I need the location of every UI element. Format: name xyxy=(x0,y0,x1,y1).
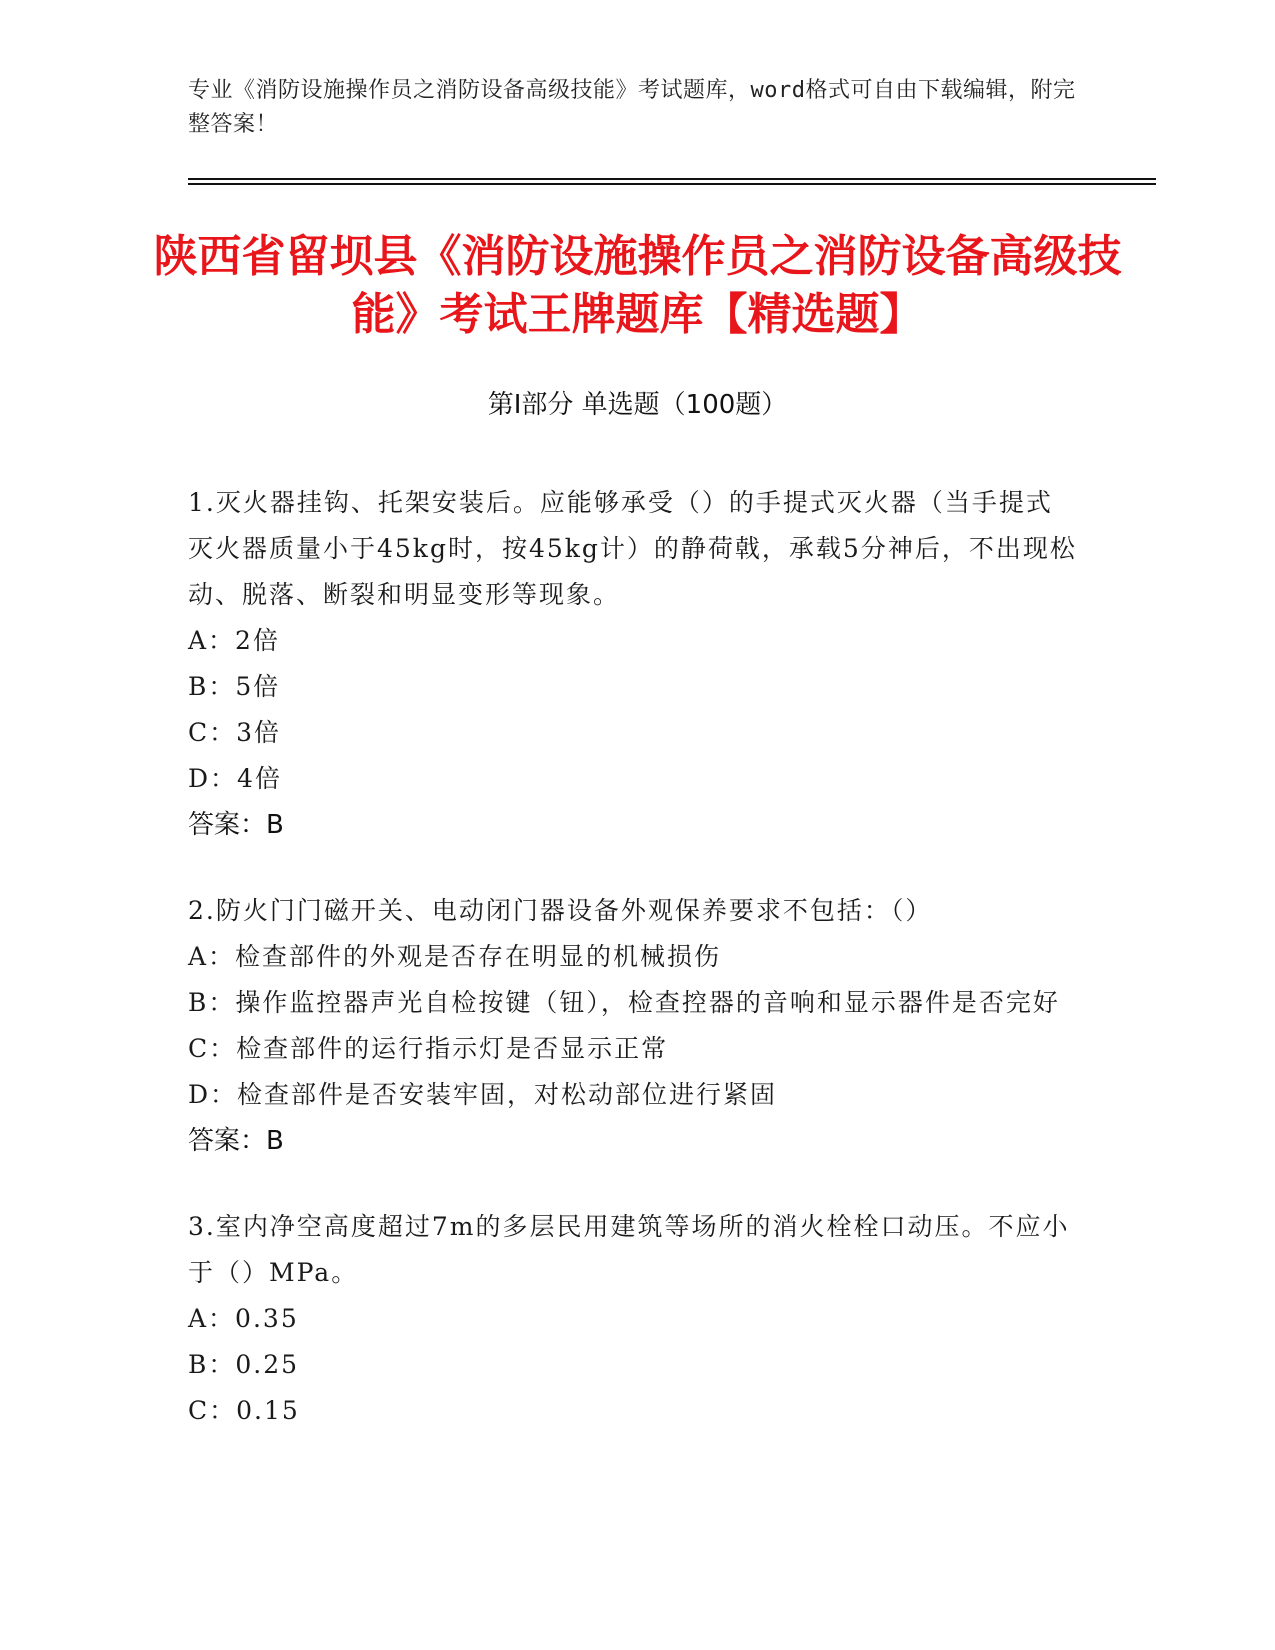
option-d: D：4倍 xyxy=(188,764,282,793)
answer: 答案：B xyxy=(188,810,284,840)
option-a: A：检查部件的外观是否存在明显的机械损伤 xyxy=(188,942,722,971)
question-3 xyxy=(188,1204,1078,1434)
question-2 xyxy=(188,888,1078,1164)
document-title: 陕西省留坝县《消防设施操作员之消防设备高级技能》考试王牌题库【精选题】 xyxy=(153,231,1122,340)
question-1 xyxy=(188,480,1078,848)
answer: 答案：B xyxy=(188,1126,284,1156)
option-d: D：检查部件是否安装牢固，对松动部位进行紧固 xyxy=(188,1080,778,1109)
option-b: B：0.25 xyxy=(188,1350,300,1379)
option-c: C：3倍 xyxy=(188,718,282,747)
option-a: A：0.35 xyxy=(188,1304,299,1333)
option-b: B：5倍 xyxy=(188,672,281,701)
question-stem: 2.防火门门磁开关、电动闭门器设备外观保养要求不包括：（） xyxy=(188,896,933,925)
question-list xyxy=(188,480,1078,1474)
header-note: 专业《消防设施操作员之消防设备高级技能》考试题库，word格式可自由下载编辑，附完整答案！ xyxy=(188,78,1076,137)
question-stem: 3.室内净空高度超过7m的多层民用建筑等场所的消火栓栓口动压。不应小于（）MPa。 xyxy=(188,1212,1070,1287)
option-c: C：检查部件的运行指示灯是否显示正常 xyxy=(188,1034,669,1063)
question-stem: 1.灭火器挂钩、托架安装后。应能够承受（）的手提式灭火器（当手提式灭火器质量小于45kg时，按45kg计）的静荷戟，承载5分神后，不出现松动、脱落、断裂和明显变形等现象。 xyxy=(188,488,1077,609)
option-c: C：0.15 xyxy=(188,1396,300,1425)
section-heading: 第I部分 单选题（100题） xyxy=(487,390,788,420)
option-a: A：2倍 xyxy=(188,626,280,655)
header-rule-bottom xyxy=(188,183,1156,185)
header-rule-top xyxy=(188,178,1156,180)
option-b: B：操作监控器声光自检按键（钮），检查控器的音响和显示器件是否完好 xyxy=(188,988,1060,1017)
